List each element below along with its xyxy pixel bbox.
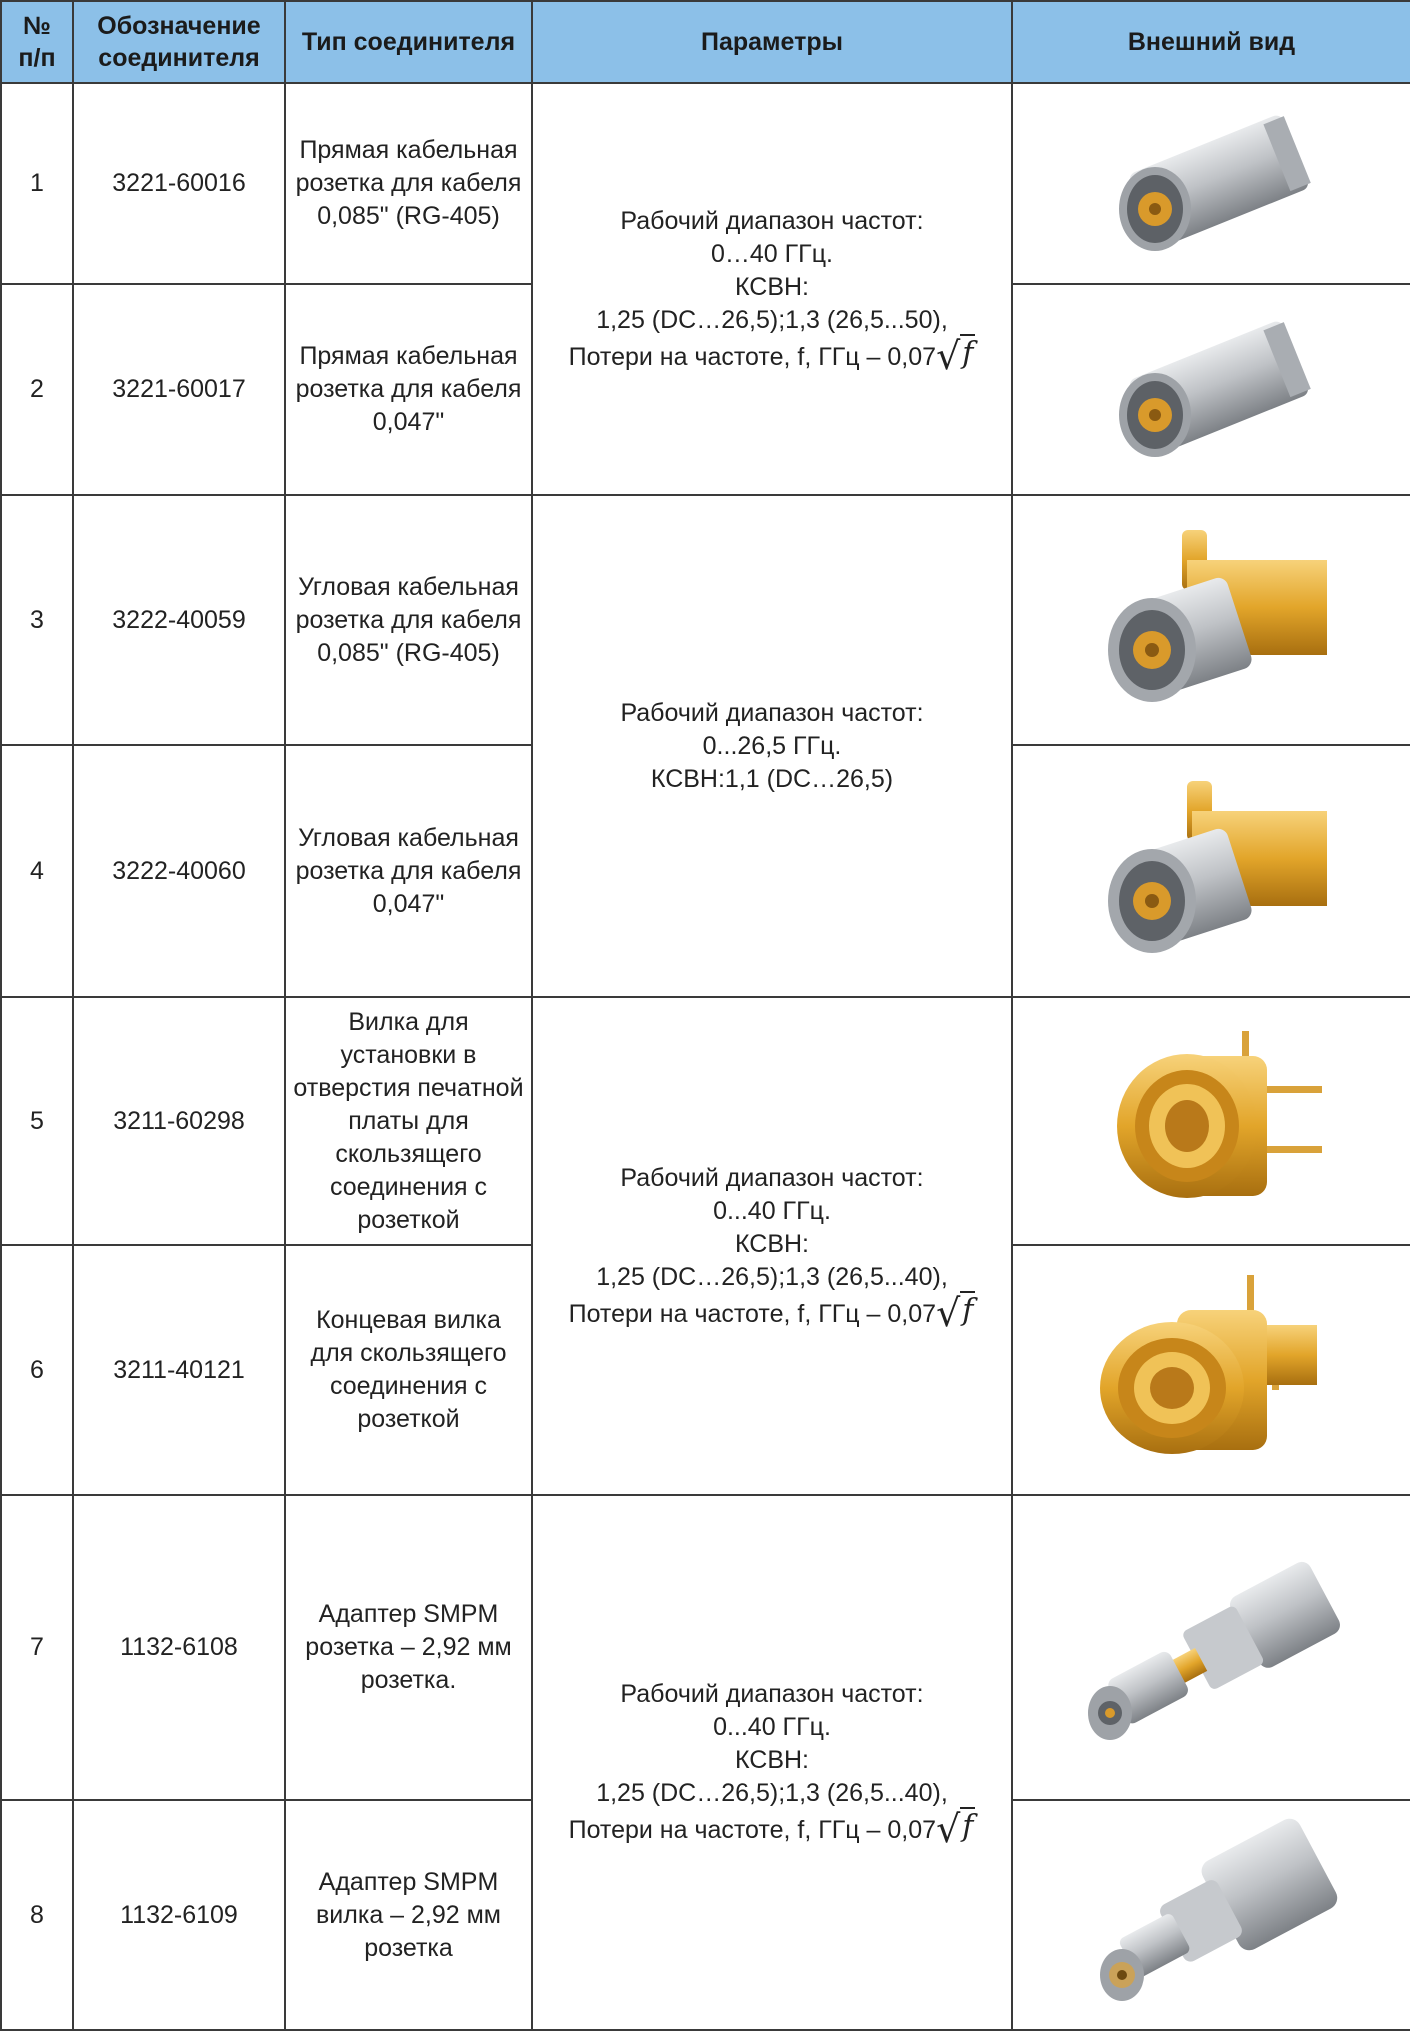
table-row — [1, 1495, 1410, 1800]
header-row — [1, 1, 1410, 83]
params-cell — [532, 997, 1012, 1495]
sqrt-symbol: √ — [936, 1807, 961, 1851]
row-type: Угловая кабельная розетка для кабеля 0,085" (RG-405) — [285, 495, 532, 745]
row-designation: 3211-60298 — [73, 997, 285, 1245]
connector-image — [1012, 83, 1410, 284]
row-designation: 3211-40121 — [73, 1245, 285, 1495]
sqrt-var: f — [962, 335, 974, 371]
params-loss: Потери на частоте, f, ГГц – 0,07 — [568, 342, 937, 371]
params-line: 0...40 ГГц. — [713, 1713, 831, 1741]
params-line: КСВН:1,1 (DC…26,5) — [650, 764, 894, 793]
params-line: Рабочий диапазон частот: — [620, 1680, 924, 1708]
connector-image — [1012, 495, 1410, 745]
row-num: 5 — [1, 997, 73, 1245]
params-line: КСВН: — [734, 272, 809, 301]
connector-image — [1012, 997, 1410, 1245]
straight-cable-jack-silver-icon — [1097, 310, 1327, 470]
row-num: 7 — [1, 1495, 73, 1800]
connector-image — [1012, 1800, 1410, 2030]
params-loss: Потери на частоте, f, ГГц – 0,07 — [568, 1299, 937, 1328]
row-num: 2 — [1, 284, 73, 495]
right-angle-cable-jack-icon — [1087, 520, 1337, 720]
row-type: Прямая кабельная розетка для кабеля 0,085" (RG-405) — [285, 83, 532, 284]
row-num: 6 — [1, 1245, 73, 1495]
params-line: 0...40 ГГц. — [713, 1196, 831, 1225]
sqrt-var: f — [962, 1809, 974, 1844]
connector-image — [1012, 284, 1410, 495]
row-designation: 3222-40059 — [73, 495, 285, 745]
connector-image — [1012, 745, 1410, 997]
params-line: Рабочий диапазон частот: — [620, 1163, 924, 1192]
sqrt-var: f — [962, 1292, 974, 1328]
end-launch-plug-gold-icon — [1087, 1270, 1337, 1470]
straight-cable-jack-silver-icon — [1097, 104, 1327, 264]
sqrt-symbol: √ — [936, 333, 961, 378]
connector-image — [1012, 1245, 1410, 1495]
params-line: КСВН: — [734, 1746, 809, 1774]
header-designation: Обозначение соединителя — [73, 1, 285, 83]
row-type: Угловая кабельная розетка для кабеля 0,047" — [285, 745, 532, 997]
row-designation: 3222-40060 — [73, 745, 285, 997]
params-line: 1,25 (DC…26,5);1,3 (26,5...40), — [596, 1262, 948, 1291]
table-row — [1, 83, 1410, 284]
params-loss: Потери на частоте, f, ГГц – 0,07 — [568, 1816, 937, 1844]
table-row — [1, 997, 1410, 1245]
row-type: Адаптер SMPM розетка – 2,92 мм розетка. — [285, 1495, 532, 1800]
connector-image — [1012, 1495, 1410, 1800]
header-num: № п/п — [1, 1, 73, 83]
params-cell — [532, 83, 1012, 495]
row-num: 8 — [1, 1800, 73, 2030]
sqrt-symbol: √ — [936, 1290, 961, 1335]
row-type: Концевая вилка для скользящего соединения с розеткой — [285, 1245, 532, 1495]
params-cell — [532, 495, 1012, 997]
params-line: Рабочий диапазон частот: — [620, 206, 924, 235]
row-num: 1 — [1, 83, 73, 284]
smpm-plug-to-292-adapter-icon — [1072, 1805, 1352, 2025]
right-angle-cable-jack-icon — [1087, 771, 1337, 971]
row-designation: 1132-6109 — [73, 1800, 285, 2030]
header-type: Тип соединителя — [285, 1, 532, 83]
pcb-thru-hole-plug-gold-icon — [1092, 1026, 1332, 1216]
header-params: Параметры — [532, 1, 1012, 83]
table-row — [1, 495, 1410, 745]
row-type: Вилка для установки в отверстия печатной платы для скользящего соединения с розеткой — [285, 997, 532, 1245]
row-designation: 3221-60017 — [73, 284, 285, 495]
params-line: 1,25 (DC…26,5);1,3 (26,5...50), — [596, 305, 948, 334]
row-num: 4 — [1, 745, 73, 997]
params-line: 0…40 ГГц. — [710, 239, 833, 268]
row-designation: 1132-6108 — [73, 1495, 285, 1800]
row-type: Адаптер SMPM вилка – 2,92 мм розетка — [285, 1800, 532, 2030]
row-type: Прямая кабельная розетка для кабеля 0,047" — [285, 284, 532, 495]
params-cell — [532, 1495, 1012, 2030]
row-num: 3 — [1, 495, 73, 745]
params-line: 1,25 (DC…26,5);1,3 (26,5...40), — [596, 1779, 948, 1807]
header-appearance: Внешний вид — [1012, 1, 1410, 83]
params-line: КСВН: — [734, 1229, 809, 1258]
params-line: Рабочий диапазон частот: — [620, 698, 924, 727]
row-designation: 3221-60016 — [73, 83, 285, 284]
params-line: 0...26,5 ГГц. — [702, 731, 842, 760]
smpm-to-292-adapter-icon — [1062, 1528, 1362, 1768]
